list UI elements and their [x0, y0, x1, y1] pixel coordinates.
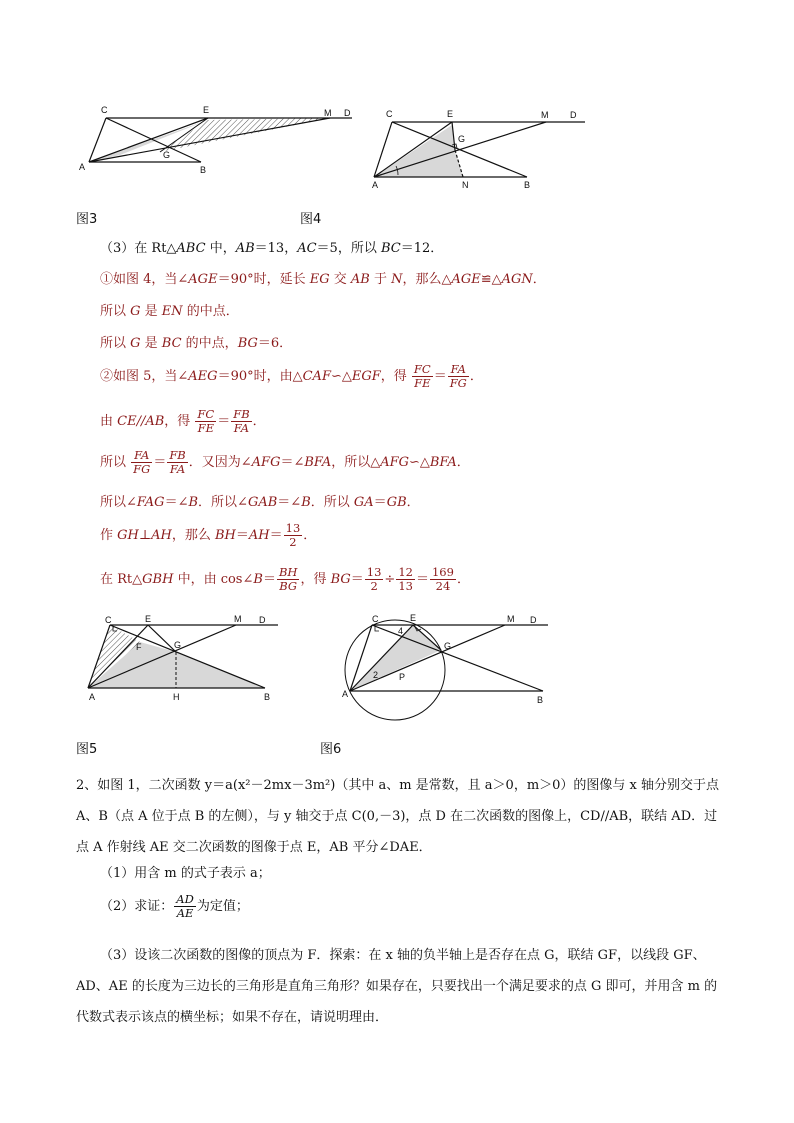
solution-line-7: 所以 $\frac{FA}{FG}$ ＝ $\frac{FB}{FA}$ ．又因为∠AFG＝∠BFA，所以△AFG∽△BFA．	[100, 448, 470, 476]
fraction-169-24: $\frac{169}{24}$	[431, 565, 454, 593]
fig3-label-m: M	[324, 108, 332, 118]
fraction-fa-fg: $\frac{FA}{FG}$	[449, 362, 467, 390]
fraction-12-13: $\frac{12}{13}$	[398, 565, 413, 593]
fig6-label-b: B	[537, 695, 544, 705]
fraction-fb-fa: $\frac{FB}{FA}$	[233, 407, 250, 435]
fig6-label-a: A	[342, 689, 349, 699]
solution-line-8: 所以∠FAG＝∠B．所以∠GAB＝∠B．所以 GA＝GB．	[100, 495, 420, 510]
solution-line-2: ①如图 4，当∠AGE＝90°时，延长 EG 交 AB 于 N，那么△AGE≌△AGN．	[100, 272, 546, 287]
fig3-caption: 图3	[76, 212, 98, 227]
fig4-label-c: C	[386, 109, 393, 119]
fig5-label-m: M	[234, 614, 242, 624]
solution-line-3: 所以 G 是 EN 的中点．	[100, 304, 239, 319]
fraction-fc-fe-2: $\frac{FC}{FE}$	[197, 407, 215, 435]
fig3-label-g: G	[163, 150, 171, 160]
fig6-label-d: D	[530, 615, 537, 625]
fig6-label-g: G	[444, 641, 452, 651]
fig4-label-d: D	[570, 110, 577, 120]
fraction-13-2-b: $\frac{13}{2}$	[366, 565, 382, 593]
fig3-label-a: A	[79, 162, 86, 172]
fig3-label-e: E	[203, 105, 210, 115]
fig3-label-c: C	[101, 105, 108, 115]
fig4-caption: 图4	[300, 212, 322, 227]
fig4-label-n: N	[462, 180, 469, 190]
fig3-label-d: D	[344, 108, 351, 118]
fraction-fa-fg-2: $\frac{FA}{FG}$	[133, 448, 151, 476]
fig6-label-4: 4	[398, 626, 404, 636]
fig5-label-e: E	[145, 614, 152, 624]
fig5-label-d: D	[259, 615, 266, 625]
fig6-label-m: M	[507, 614, 515, 624]
solution-line-1: （3）在 Rt△ABC 中，AB＝13，AC＝5，所以 BC＝12．	[100, 241, 444, 256]
solution-line-6: 由 CE//AB，得 $\frac{FC}{FE}$ ＝ $\frac{FB}{FA}$ ．	[100, 407, 266, 435]
solution-line-9: 作 GH⊥AH，那么 BH＝AH＝ $\frac{13}{2}$ ．	[100, 521, 317, 549]
fig4-label-g: G	[458, 134, 466, 144]
fig6-caption: 图6	[320, 742, 342, 757]
fig6-label-p: P	[399, 672, 406, 682]
fig4-label-b: B	[524, 180, 531, 190]
fraction-13-2: $\frac{13}{2}$	[285, 521, 301, 549]
fig4-label-m: M	[541, 110, 549, 120]
problem-2-question-1: （1）用含 m 的式子表示 a；	[100, 866, 271, 881]
fraction-ad-ae: $\frac{AD}{AE}$	[176, 892, 194, 920]
fig5-label-b: B	[264, 692, 271, 702]
fig5-label-a: A	[89, 692, 96, 702]
fig4-label-a: A	[372, 180, 379, 190]
fraction-bh-bg: $\frac{BH}{BG}$	[278, 565, 298, 593]
problem-2-statement: 2、如图 1，二次函数 y＝a(x²－2mx－3m²)（其中 a、m 是常数，且 a＞0，m＞0）的图像与 x 轴分别交于点 A、B（点 A 位于点 B 的左侧），与 y 轴交于点 C(0,－3)，点 D 在二次函数的图像上，CD//AB，联结 AD．过点 A 作射线 AE 交二次函数的图像于点 E，AB 平分∠DAE．	[76, 778, 720, 855]
fig5-label-c: C	[105, 615, 112, 625]
problem-2-question-3: （3）设该二次函数的图像的顶点为 F．探索：在 x 轴的负半轴上是否存在点 G，联结 GF，以线段 GF、AD、AE 的长度为三边长的三角形是直角三角形？如果存在，只要找出一个满足要求的点 G 即可，并用含 m 的代数式表示该点的横坐标；如果不存在，请说明理由．	[76, 948, 718, 1025]
fig5-label-f: F	[136, 642, 142, 652]
fig5-label-g: G	[174, 640, 182, 650]
fig5-label-h: H	[173, 692, 180, 702]
fig6-label-e: E	[410, 613, 417, 623]
fig5-caption: 图5	[76, 742, 98, 757]
fraction-fb-fa-2: $\frac{FB}{FA}$	[169, 448, 186, 476]
fig4-label-e: E	[447, 109, 454, 119]
solution-line-5: ②如图 5，当∠AEG＝90°时，由△CAF∽△EGF，得 $\frac{FC}{FE}$ ＝ $\frac{FA}{FG}$ ．	[100, 362, 483, 390]
solution-line-4: 所以 G 是 BC 的中点，BG＝6．	[100, 336, 293, 351]
fig6-label-2: 2	[373, 670, 379, 680]
fig6-label-c: C	[372, 614, 379, 624]
solution-line-10: 在 Rt△GBH 中，由 cos∠B＝ $\frac{BH}{BG}$ ，得 BG＝ $\frac{13}{2}$ ÷ $\frac{12}{13}$ ＝ $\frac{169}{24}$ ．	[100, 565, 470, 593]
fig3-label-b: B	[200, 165, 207, 175]
problem-2-question-2: （2）求证： $\frac{AD}{AE}$ 为定值；	[100, 892, 249, 920]
fraction-fc-fe: $\frac{FC}{FE}$	[413, 362, 431, 390]
